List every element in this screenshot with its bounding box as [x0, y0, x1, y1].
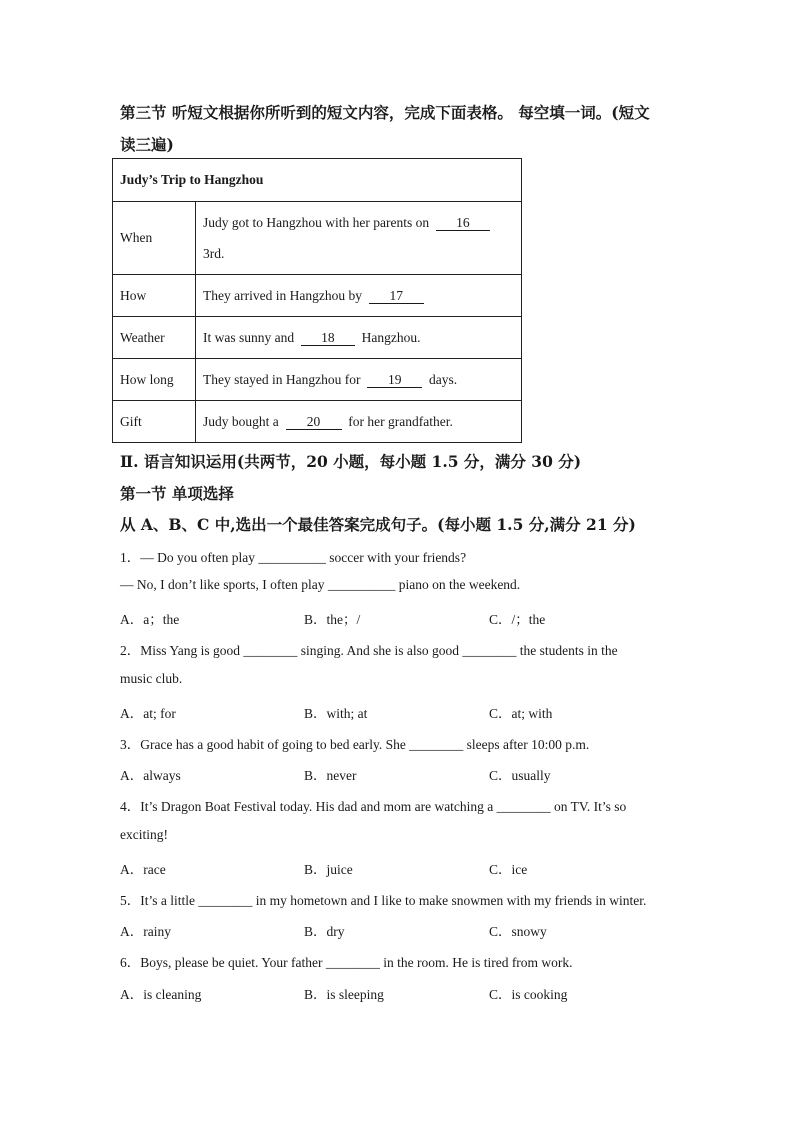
row-content — [196, 359, 522, 401]
question-6-option-b[interactable]: B．is sleeping — [304, 987, 384, 1002]
question-3-line-1: 3．Grace has a good habit of going to bed early. She ________ sleeps after 10:00 p.m. — [120, 737, 590, 752]
row-text: 3rd. — [203, 246, 225, 261]
question-4-option-a[interactable]: A．race — [120, 862, 166, 877]
question-4-line-2: exciting! — [120, 827, 168, 842]
row-label: How long — [113, 359, 196, 401]
row-label: Weather — [113, 317, 196, 359]
row-text: They arrived in Hangzhou by — [203, 287, 362, 303]
row-text: Hangzhou. — [361, 329, 421, 345]
question-2-option-c[interactable]: C．at; with — [489, 706, 553, 721]
row-text: days. — [428, 371, 458, 387]
question-4-option-c[interactable]: C．ice — [489, 862, 528, 877]
question-6-option-c[interactable]: C．is cooking — [489, 987, 568, 1002]
part2-heading: Ⅱ. 语言知识运用(共两节，20 小题，每小题 1.5 分，满分 30 分) — [120, 452, 582, 471]
question-5-option-b[interactable]: B．dry — [304, 924, 345, 939]
question-5-line-1: 5．It’s a little ________ in my hometown and I like to make snowmen with my friends in winter. — [120, 893, 647, 908]
question-3-option-c[interactable]: C．usually — [489, 768, 551, 783]
row-text: Judy got to Hangzhou with her parents on — [203, 215, 430, 230]
answer-blank[interactable]: 18 — [301, 331, 355, 346]
trip-table — [112, 158, 522, 443]
row-label: When — [113, 202, 196, 275]
question-4-option-b[interactable]: B．juice — [304, 862, 353, 877]
section3-heading: 第三节 听短文根据你所听到的短文内容，完成下面表格。 每空填一词。(短文 — [120, 103, 650, 122]
question-1-line-2: — No, I don’t like sports, I often play __________ piano on the weekend. — [120, 577, 521, 592]
table-row — [113, 202, 522, 275]
table-row — [113, 317, 522, 359]
table-row — [113, 359, 522, 401]
question-2-line-2: music club. — [120, 671, 183, 686]
row-label: How — [113, 275, 196, 317]
part2-section1-heading: 第一节 单项选择 — [120, 484, 234, 503]
row-content — [196, 202, 522, 275]
row-content — [196, 275, 522, 317]
table-title: Judy’s Trip to Hangzhou — [113, 159, 522, 202]
answer-blank[interactable]: 20 — [286, 415, 342, 430]
answer-blank[interactable]: 16 — [436, 216, 490, 231]
question-2-option-b[interactable]: B．with; at — [304, 706, 368, 721]
part2-instructions: 从 A、B、C 中,选出一个最佳答案完成句子。(每小题 1.5 分,满分 21 分) — [120, 515, 636, 534]
question-6-line-1: 6．Boys, please be quiet. Your father ________ in the room. He is tired from work. — [120, 955, 573, 970]
question-2-option-a[interactable]: A．at; for — [120, 706, 176, 721]
row-text: Judy bought a — [203, 413, 279, 429]
row-text: for her grandfather. — [348, 413, 453, 429]
row-text: They stayed in Hangzhou for — [203, 371, 361, 387]
row-content — [196, 317, 522, 359]
answer-blank[interactable]: 17 — [369, 289, 424, 304]
question-2-line-1: 2．Miss Yang is good ________ singing. And she is also good ________ the students in the — [120, 643, 618, 658]
table-row — [113, 401, 522, 443]
question-3-option-b[interactable]: B．never — [304, 768, 357, 783]
table-row — [113, 275, 522, 317]
table-title-row — [113, 159, 522, 202]
row-text: It was sunny and — [203, 329, 295, 345]
question-4-line-1: 4．It’s Dragon Boat Festival today. His dad and mom are watching a ________ on TV. It’s so — [120, 799, 627, 814]
answer-blank[interactable]: 19 — [367, 373, 422, 388]
question-1-option-a[interactable]: A．a；the — [120, 612, 180, 627]
question-6-option-a[interactable]: A．is cleaning — [120, 987, 202, 1002]
question-1-line-1: 1．— Do you often play __________ soccer with your friends? — [120, 550, 467, 565]
question-1-option-b[interactable]: B．the；/ — [304, 612, 361, 627]
question-1-option-c[interactable]: C．/；the — [489, 612, 546, 627]
row-label: Gift — [113, 401, 196, 443]
question-5-option-c[interactable]: C．snowy — [489, 924, 547, 939]
row-content — [196, 401, 522, 443]
question-3-option-a[interactable]: A．always — [120, 768, 181, 783]
question-5-option-a[interactable]: A．rainy — [120, 924, 171, 939]
section3-heading-cont: 读三遍) — [120, 135, 174, 154]
